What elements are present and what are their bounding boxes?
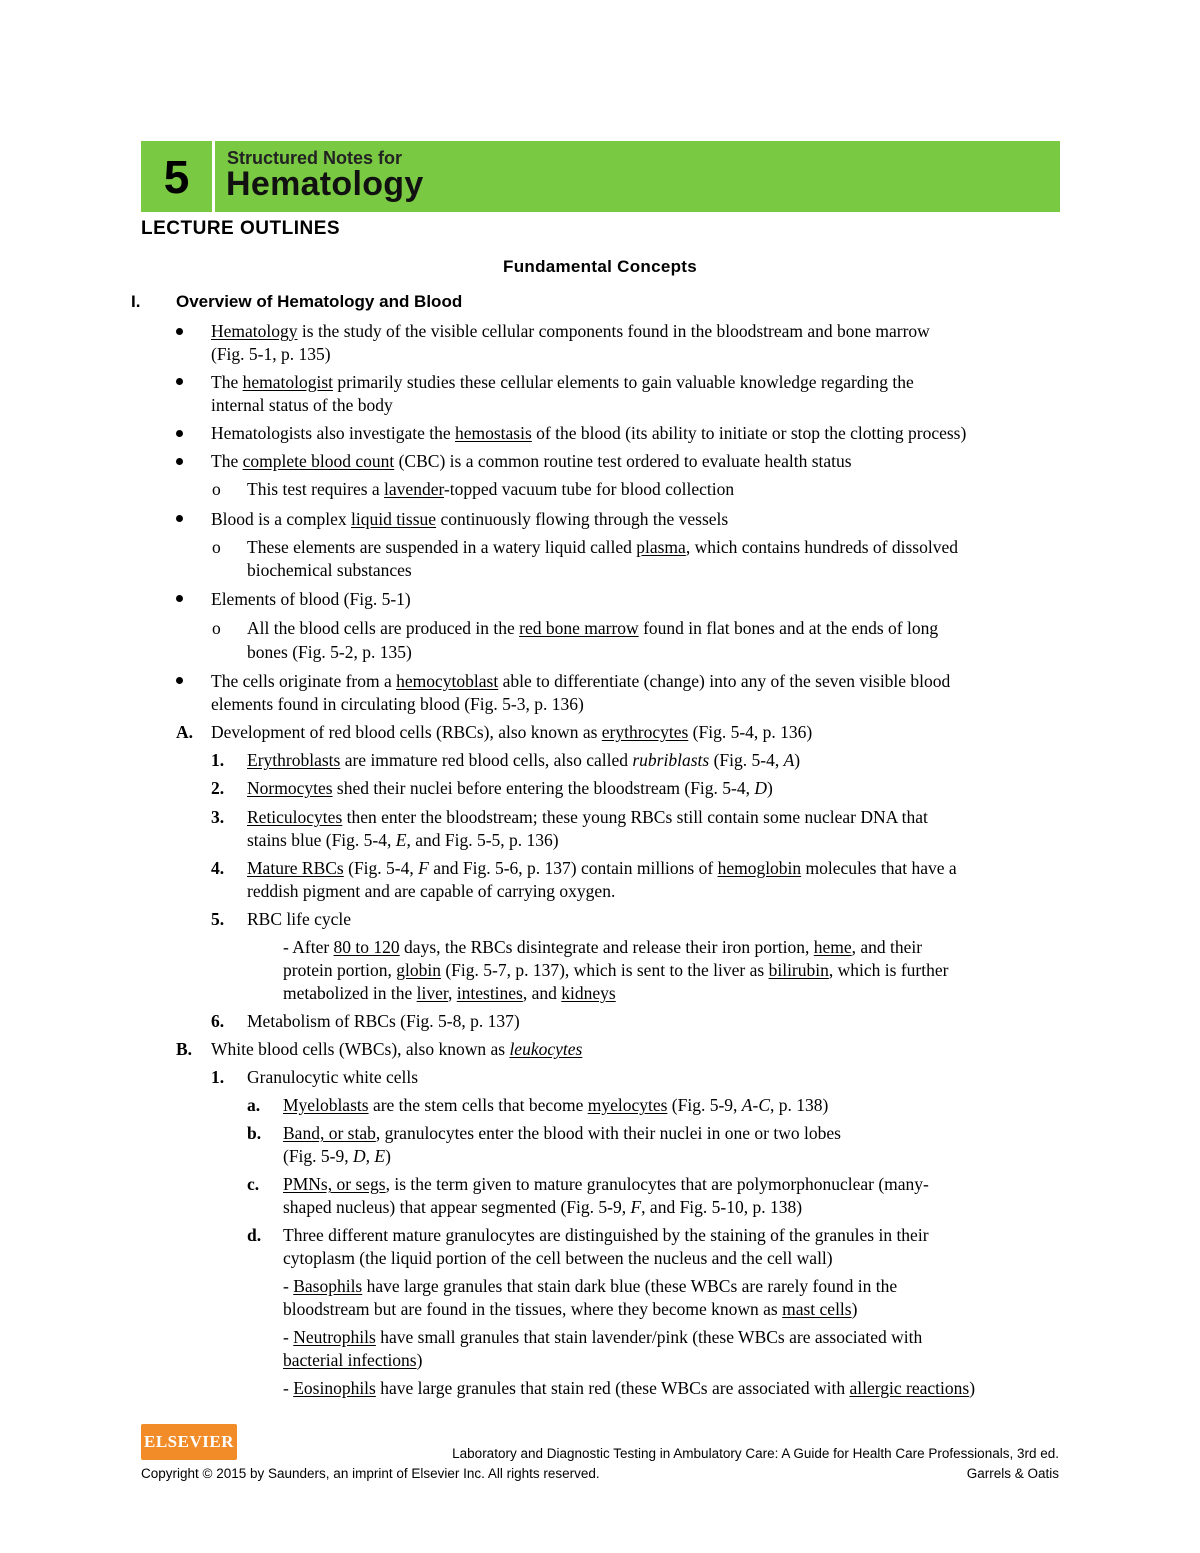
outline-line: This test requires a lavender-topped vacuum tube for blood collection — [247, 479, 735, 499]
outline-marker-4: 4. — [211, 858, 225, 878]
bullet-icon — [176, 458, 183, 465]
footer-authors: Garrels & Oatis — [966, 1466, 1059, 1481]
outline-marker-c-lower: c. — [247, 1174, 260, 1194]
outline-line: PMNs, or segs, is the term given to mature granulocytes that are polymorphonuclear (many- — [283, 1174, 929, 1194]
outline-line: All the blood cells are produced in the red bone marrow found in flat bones and at the ends of long — [247, 618, 939, 638]
outline-line: shaped nucleus) that appear segmented (Fig. 5-9, F, and Fig. 5-10, p. 138) — [283, 1197, 803, 1217]
outline-marker-b-lower: b. — [247, 1123, 262, 1143]
chapter-banner — [141, 141, 1060, 212]
outline-line: Metabolism of RBCs (Fig. 5-8, p. 137) — [247, 1011, 520, 1031]
outline-marker-a-lower: a. — [247, 1095, 261, 1115]
outline-line: The complete blood count (CBC) is a common routine test ordered to evaluate health status — [211, 451, 852, 471]
bullet-icon — [176, 595, 183, 602]
outline-line: Erythroblasts are immature red blood cells, also called rubriblasts (Fig. 5-4, A) — [247, 750, 801, 770]
banner-subtitle: Structured Notes for — [227, 148, 403, 168]
bullet-icon — [176, 328, 183, 335]
sub-bullet-icon: o — [212, 479, 221, 499]
footer-copyright: Copyright © 2015 by Saunders, an imprint of Elsevier Inc. All rights reserved. — [141, 1466, 600, 1481]
outline-line: Granulocytic white cells — [247, 1067, 419, 1087]
outline-line: reddish pigment and are capable of carrying oxygen. — [247, 881, 616, 901]
outline-line: White blood cells (WBCs), also known as leukocytes — [211, 1039, 583, 1059]
elsevier-logo: ELSEVIER — [141, 1424, 237, 1460]
outline-line: stains blue (Fig. 5-4, E, and Fig. 5-5, p. 136) — [247, 830, 559, 850]
outline-marker-a: A. — [176, 722, 194, 742]
outline-line: Band, or stab, granulocytes enter the blood with their nuclei in one or two lobes — [283, 1123, 841, 1143]
outline-line: metabolized in the liver, intestines, and kidneys — [283, 983, 616, 1003]
chapter-number: 5 — [163, 150, 190, 203]
outline-line: cytoplasm (the liquid portion of the cell between the nucleus and the cell wall) — [283, 1248, 833, 1268]
outline-marker-1: 1. — [211, 1067, 225, 1087]
lecture-outlines-heading: LECTURE OUTLINES — [141, 218, 341, 239]
sub-bullet-icon: o — [212, 537, 221, 557]
outline-line: Development of red blood cells (RBCs), also known as erythrocytes (Fig. 5-4, p. 136) — [211, 722, 813, 742]
outline-marker-6: 6. — [211, 1011, 225, 1031]
outline-line: Normocytes shed their nuclei before entering the bloodstream (Fig. 5-4, D) — [247, 778, 773, 798]
outline-line: - Basophils have large granules that stain dark blue (these WBCs are rarely found in the — [283, 1276, 898, 1296]
outline-line: - Eosinophils have large granules that stain red (these WBCs are associated with allergic reactions) — [283, 1378, 976, 1398]
outline-line: bloodstream but are found in the tissues, where they become known as mast cells) — [283, 1299, 858, 1319]
sub-bullet-icon: o — [212, 618, 221, 638]
outline-marker-3: 3. — [211, 807, 225, 827]
outline-line: bacterial infections) — [283, 1350, 423, 1370]
outline-line: Hematologists also investigate the hemostasis of the blood (its ability to initiate or stop the clotting process) — [211, 423, 967, 443]
bullet-icon — [176, 430, 183, 437]
outline-line: Mature RBCs (Fig. 5-4, F and Fig. 5-6, p. 137) contain millions of hemoglobin molecules that have a — [247, 858, 957, 878]
outline-heading: Overview of Hematology and Blood — [176, 292, 463, 311]
roman-numeral: I. — [131, 292, 141, 311]
outline-line: Blood is a complex liquid tissue continuously flowing through the vessels — [211, 509, 729, 529]
outline-line: - After 80 to 120 days, the RBCs disintegrate and release their iron portion, heme, and their — [283, 937, 923, 957]
outline-line: The cells originate from a hemocytoblast able to differentiate (change) into any of the seven visible blood — [211, 671, 951, 691]
outline-line: These elements are suspended in a watery liquid called plasma, which contains hundreds of dissolved — [247, 537, 958, 557]
outline-marker-5: 5. — [211, 909, 225, 929]
outline-line: Hematology is the study of the visible cellular components found in the bloodstream and bone marrow — [211, 321, 930, 341]
outline-line: Myeloblasts are the stem cells that become myelocytes (Fig. 5-9, A-C, p. 138) — [283, 1095, 829, 1115]
outline-line: Elements of blood (Fig. 5-1) — [211, 589, 411, 609]
outline-line: biochemical substances — [247, 560, 412, 580]
outline-line: Three different mature granulocytes are distinguished by the staining of the granules in their — [283, 1225, 929, 1245]
section-title: Fundamental Concepts — [503, 257, 697, 276]
outline-marker-2: 2. — [211, 778, 225, 798]
banner-divider — [212, 141, 215, 212]
outline-line: (Fig. 5-9, D, E) — [283, 1146, 391, 1166]
outline-marker-b: B. — [176, 1039, 193, 1059]
outline-line: (Fig. 5-1, p. 135) — [211, 344, 331, 364]
outline-line: elements found in circulating blood (Fig. 5-3, p. 136) — [211, 694, 584, 714]
outline-marker-d-lower: d. — [247, 1225, 262, 1245]
outline-line: The hematologist primarily studies these cellular elements to gain valuable knowledge regarding the — [211, 372, 914, 392]
outline-line: Reticulocytes then enter the bloodstream; these young RBCs still contain some nuclear DNA that — [247, 807, 928, 827]
bullet-icon — [176, 378, 183, 385]
outline-line: bones (Fig. 5-2, p. 135) — [247, 642, 412, 662]
outline-line: protein portion, globin (Fig. 5-7, p. 137), which is sent to the liver as bilirubin, which is further — [283, 960, 949, 980]
bullet-icon — [176, 515, 183, 522]
outline-marker-1: 1. — [211, 750, 225, 770]
bullet-icon — [176, 677, 183, 684]
outline-line: internal status of the body — [211, 395, 393, 415]
outline-line: - Neutrophils have small granules that stain lavender/pink (these WBCs are associated with — [283, 1327, 923, 1347]
outline-line: RBC life cycle — [247, 909, 352, 929]
banner-title: Hematology — [226, 165, 424, 203]
footer-book-title: Laboratory and Diagnostic Testing in Ambulatory Care: A Guide for Health Care Professionals, 3rd ed. — [452, 1446, 1059, 1461]
